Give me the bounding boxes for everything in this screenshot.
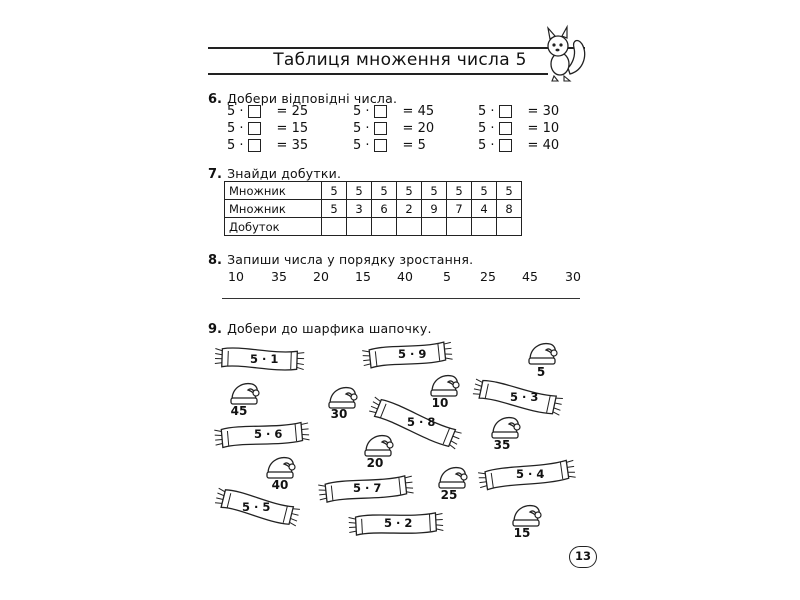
hat-icon[interactable] [264, 454, 296, 480]
hat-number: 40 [271, 478, 289, 492]
equation: 5 · = 40 [478, 138, 560, 153]
scarf[interactable]: 5 · 2 [346, 505, 446, 549]
sequence-number: 35 [271, 269, 287, 284]
table-row: Множник 5 3 6 2 9 7 4 8 [225, 200, 522, 218]
sequence-number: 15 [355, 269, 371, 284]
task-7-heading: 7. Знайди добутки. [208, 166, 342, 182]
answer-box[interactable] [248, 105, 261, 118]
answer-box[interactable] [499, 122, 512, 135]
table-row: Множник 5 5 5 5 5 5 5 5 [225, 182, 522, 200]
answer-line[interactable] [222, 298, 580, 299]
squirrel-mascot-icon [540, 24, 590, 84]
scarf[interactable]: 5 · 9 [360, 338, 455, 378]
equation: 5 · = 30 [478, 104, 560, 119]
hat-icon[interactable] [428, 372, 460, 398]
equation: 5 · = 15 [227, 121, 309, 136]
scarf[interactable]: 5 · 4 [476, 456, 578, 500]
answer-box[interactable] [499, 105, 512, 118]
page-number: 13 [569, 546, 597, 568]
hat-number: 15 [513, 526, 531, 540]
answer-box[interactable] [374, 105, 387, 118]
title-bottom-rule [208, 73, 548, 75]
product-cell[interactable] [322, 218, 347, 236]
product-cell[interactable] [422, 218, 447, 236]
multiplication-table [224, 181, 522, 236]
product-cell[interactable] [447, 218, 472, 236]
equation: 5 · = 25 [227, 104, 309, 119]
hat-icon[interactable] [362, 432, 394, 458]
equation: 5 · = 45 [353, 104, 435, 119]
hat-number: 5 [536, 365, 546, 379]
product-cell[interactable] [497, 218, 522, 236]
task-9-heading: 9. Добери до шарфика шапочку. [208, 321, 432, 337]
sequence-number: 30 [565, 269, 581, 284]
product-cell[interactable] [397, 218, 422, 236]
scarf[interactable]: 5 · 8 [365, 400, 465, 450]
sequence-number: 10 [228, 269, 244, 284]
hat-icon[interactable] [436, 464, 468, 490]
equation: 5 · = 5 [353, 138, 426, 153]
hat-number: 45 [230, 404, 248, 418]
hat-number: 30 [330, 407, 348, 421]
hat-number: 25 [440, 488, 458, 502]
scarf[interactable]: 5 · 3 [470, 378, 565, 422]
scarf[interactable]: 5 · 5 [212, 486, 302, 534]
scarf[interactable]: 5 · 7 [316, 470, 416, 514]
hat-icon[interactable] [510, 502, 542, 528]
hat-number: 35 [493, 438, 511, 452]
equation: 5 · = 10 [478, 121, 560, 136]
equation: 5 · = 35 [227, 138, 309, 153]
answer-box[interactable] [248, 139, 261, 152]
task-8-heading: 8. Запиши числа у порядку зростання. [208, 252, 474, 268]
product-cell[interactable] [472, 218, 497, 236]
scarf[interactable]: 5 · 6 [212, 416, 312, 460]
hat-number: 10 [431, 396, 449, 410]
equation: 5 · = 20 [353, 121, 435, 136]
sequence-number: 25 [480, 269, 496, 284]
sequence-number: 45 [522, 269, 538, 284]
scarf[interactable]: 5 · 1 [212, 342, 307, 382]
hat-number: 20 [366, 456, 384, 470]
sequence-number: 5 [443, 269, 451, 284]
answer-box[interactable] [374, 139, 387, 152]
title-top-rule [208, 47, 585, 49]
sequence-number: 20 [313, 269, 329, 284]
sequence-number: 40 [397, 269, 413, 284]
product-cell[interactable] [347, 218, 372, 236]
task-6-heading: 6. Добери відповідні числа. [208, 91, 398, 107]
hat-icon[interactable] [489, 414, 521, 440]
answer-box[interactable] [499, 139, 512, 152]
answer-box[interactable] [374, 122, 387, 135]
answer-box[interactable] [248, 122, 261, 135]
table-row: Добуток [225, 218, 522, 236]
hat-icon[interactable] [526, 340, 558, 366]
page-title: Таблиця множення числа 5 [273, 50, 527, 70]
hat-icon[interactable] [228, 380, 260, 406]
product-cell[interactable] [372, 218, 397, 236]
